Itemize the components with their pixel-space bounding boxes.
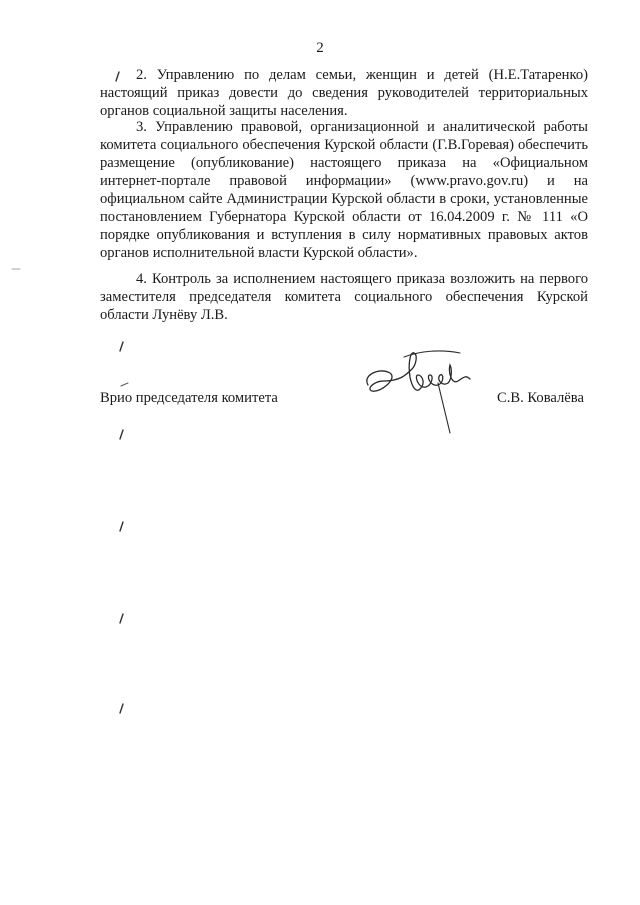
paragraph-item-4: 4. Контроль за исполнением настоящего приказа возложить на первого заместителя председателя комитета социального обеспечения Курской области Лунёву Л.В. bbox=[100, 271, 588, 323]
scan-mark-icon bbox=[116, 612, 128, 626]
page-number: 2 bbox=[316, 40, 324, 56]
paragraph-item-2: 2. Управлению по делам семьи, женщин и детей (Н.Е.Татаренко) настоящий приказ довести до сведения руководителей территориальных органов социальной защиты населения. bbox=[100, 67, 588, 119]
scan-mark-icon bbox=[112, 70, 124, 84]
scan-mark-icon bbox=[116, 520, 128, 534]
scan-mark-icon bbox=[10, 262, 22, 276]
scan-mark-icon bbox=[118, 378, 130, 392]
signer-position: Врио председателя комитета bbox=[100, 390, 278, 406]
signer-name: С.В. Ковалёва bbox=[497, 390, 584, 406]
scan-mark-icon bbox=[116, 702, 128, 716]
paragraph-item-3: 3. Управлению правовой, организационной и аналитической работы комитета социального обеспечения Курской области (Г.В.Горевая) обеспечить размещение (опубликование) настоящего приказа на «Официальном интернет-портале правовой информации» (www.pravo.gov.ru) и на официальном сайте Администрации Курской области в сроки, установленные постановлением Губернатора Курской области от 16.04.2009 г. № 111 «О порядке опубликования и вступления в силу нормативных правовых актов органов исполнительной власти Курской области». bbox=[100, 119, 588, 261]
handwritten-signature-icon bbox=[360, 345, 500, 440]
scan-mark-icon bbox=[116, 428, 128, 442]
scan-mark-icon bbox=[116, 340, 128, 354]
